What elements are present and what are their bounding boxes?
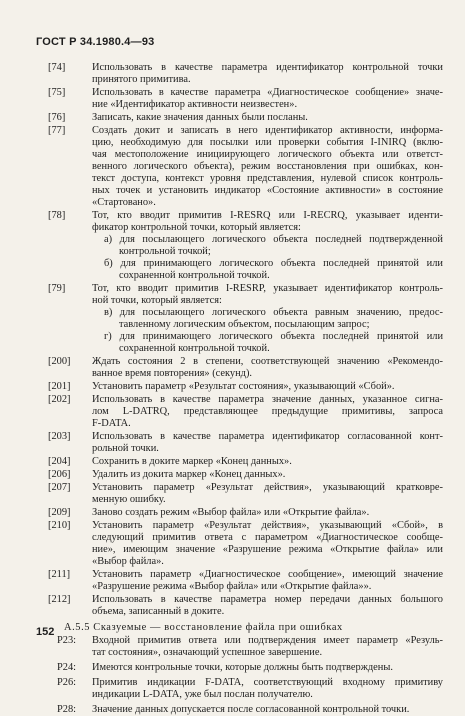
entry-text-line: Установить параметр «Диагностическое сообщение», имеющий значение xyxy=(92,569,443,580)
entry-number: [207] xyxy=(48,482,71,493)
entry-text-line: принятого примитива. xyxy=(92,74,191,85)
entry-text-line: Использовать в качестве параметра номер передачи данных большого xyxy=(92,594,443,605)
entry-text-line: Установить параметр «Результат действия», указывающий «Сбой», в xyxy=(92,520,443,531)
entry-text-line: фикатор контрольной точки, который является: xyxy=(92,222,301,233)
entry-text-line: сохраненной контрольной точкой. xyxy=(119,270,270,281)
entry-text-line: «Разрушение режима «Выбор файла» или «Открытие файла»». xyxy=(92,581,372,592)
entry-text-line: Ждать состояния 2 в степени, соответствующей значению «Рекомендо- xyxy=(92,356,443,367)
entry-number: [76] xyxy=(48,112,66,123)
entry-text-line: Использовать в качестве параметра «Диагностическое сообщение» значе- xyxy=(92,87,443,98)
entry-text-line: тавленному логическим объектом, посылающим запрос; xyxy=(119,319,370,330)
entry-number: [74] xyxy=(48,62,66,73)
entry-text-line: б) для принимающего логического объекта последней принятой или xyxy=(104,258,443,269)
predicate-text-line: Входной примитив ответа или подтверждения имеет параметр «Резуль- xyxy=(92,635,443,646)
entry-number: [200] xyxy=(48,356,71,367)
entry-number: [202] xyxy=(48,394,71,405)
entry-text-line: Создать докит и записать в него идентификатор активности, информа- xyxy=(92,125,443,136)
entry-text-line: объема, записанный в доките. xyxy=(92,606,225,617)
entry-number: [212] xyxy=(48,594,71,605)
document-header: ГОСТ Р 34.1980.4—93 xyxy=(36,36,155,48)
predicate-number: P28: xyxy=(57,704,77,715)
entry-text-line: сохраненной контрольной точкой. xyxy=(119,343,270,354)
entry-text-line: Использовать в качестве параметра идентификатор согласованной конт- xyxy=(92,431,443,442)
predicate-number: P24: xyxy=(57,662,77,673)
entry-text-line: ние «Идентификатор активности неизвестен». xyxy=(92,99,298,110)
entry-text-line: ние», имеющим значение «Разрушение режима «Открытие файла» или xyxy=(92,544,443,555)
entry-number: [77] xyxy=(48,125,66,136)
entry-text-line: ных точек и установить индикатор «Состояние активности» в состояние xyxy=(92,185,443,196)
entry-number: [211] xyxy=(48,569,71,580)
entry-number: [206] xyxy=(48,469,71,480)
entry-number: [204] xyxy=(48,456,71,467)
entry-text-line: Удалить из докита маркер «Конец данных». xyxy=(92,469,286,480)
entry-text-line: г) для принимающего логического объекта последней принятой или xyxy=(104,331,443,342)
entry-number: [210] xyxy=(48,520,71,531)
entry-text-line: в) для посылающего логического объекта равным значению, предос- xyxy=(104,307,443,318)
entry-text-line: Использовать в качестве параметра идентификатор контрольной точки xyxy=(92,62,443,73)
entry-text-line: Заново создать режим «Выбор файла» или «Открытие файла». xyxy=(92,507,370,518)
entry-text-line: чая местоположение инициирующего логического объекта или ответст- xyxy=(92,149,443,160)
entry-text-line: Записать, какие значения данных были посланы. xyxy=(92,112,308,123)
entry-text-line: контрольной точкой; xyxy=(119,246,211,257)
entry-text-line: лом L-DATRQ, представляющее предыдущие примитивы, запроса xyxy=(92,406,443,417)
entry-number: [75] xyxy=(48,87,66,98)
entry-text-line: ной точки, который является: xyxy=(92,295,222,306)
predicate-text-line: Примитив индикации F-DATA, соответствующий входному примитиву xyxy=(92,677,443,688)
predicate-text-line: тат состояния», означающий успешное завершение. xyxy=(92,647,323,658)
entry-text-line: цию, необходимую для посылки или проверки события I-INIRQ (вклю- xyxy=(92,137,443,148)
entry-text-line: рольной точки. xyxy=(92,443,159,454)
entry-text-line: Установить параметр «Результат действия», указывающий кратковре- xyxy=(92,482,443,493)
entry-text-line: F-DATA. xyxy=(92,418,131,429)
predicate-number: P23: xyxy=(57,635,77,646)
entry-text-line: Тот, кто вводит примитив I-RESRP, указывает идентификатор контроль- xyxy=(92,283,443,294)
entry-text-line: менную ошибку. xyxy=(92,494,166,505)
entry-number: [79] xyxy=(48,283,66,294)
entry-text-line: ванное время повторения» (секунд). xyxy=(92,368,253,379)
entry-number: [78] xyxy=(48,210,66,221)
entry-number: [203] xyxy=(48,431,71,442)
predicate-text-line: Значение данных допускается после согласованной контрольной точки. xyxy=(92,704,410,715)
predicate-text-line: Имеются контрольные точки, которые должны быть подтверждены. xyxy=(92,662,393,673)
entry-text-line: текст доступа, контекст уровня представления, нулевой список контроль- xyxy=(92,173,443,184)
entry-text-line: а) для посылающего логического объекта последней подтвержденной xyxy=(104,234,443,245)
entry-number: [201] xyxy=(48,381,71,392)
entry-text-line: Тот, кто вводит примитив I-RESRQ или I-RECRQ, указывает иденти- xyxy=(92,210,443,221)
entry-text-line: Использовать в качестве параметра значение данных, указанное сигна- xyxy=(92,394,443,405)
entry-text-line: «Стартовано». xyxy=(92,197,156,208)
predicate-text-line: индикации L-DATA, уже был послан получателю. xyxy=(92,689,313,700)
section-heading: А.5.5 Сказуемые — восстановление файла при ошибках xyxy=(64,622,343,633)
entry-text-line: следующий примитив ответа с параметром «Диагностическое сообще- xyxy=(92,532,443,543)
entry-number: [209] xyxy=(48,507,71,518)
entry-text-line: «Выбор файла». xyxy=(92,556,164,567)
entry-text-line: Установить параметр «Результат состояния», указывающий «Сбой». xyxy=(92,381,395,392)
entry-text-line: венного логического объекта), режим восстановления при ошибках, кон- xyxy=(92,161,443,172)
entry-text-line: Сохранить в докитe маркер «Конец данных». xyxy=(92,456,292,467)
page-number: 152 xyxy=(36,626,55,638)
predicate-number: P26: xyxy=(57,677,77,688)
